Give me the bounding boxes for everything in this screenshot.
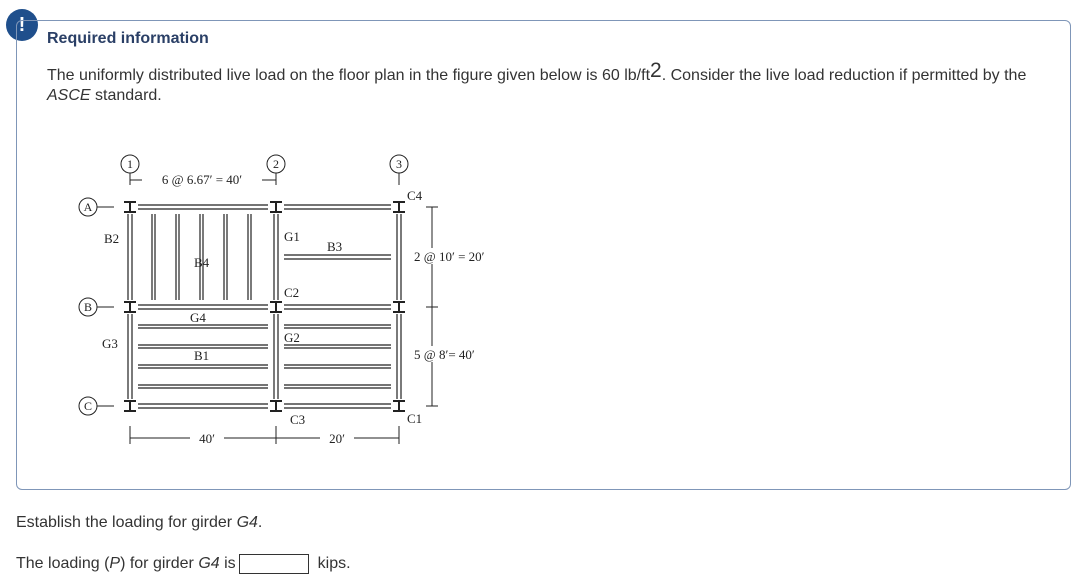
grid-label-a: A <box>83 200 93 214</box>
spacing-right-top-label: 2 @ 10′ = 20′ <box>414 249 485 264</box>
girder-c-left <box>138 404 268 408</box>
column-a3 <box>393 202 405 212</box>
column-b2 <box>270 302 282 312</box>
standard-name: ASCE <box>47 87 91 104</box>
label-b4: B4 <box>194 255 210 270</box>
answer-unit: kips. <box>317 555 351 572</box>
girder-line3-bottom <box>397 314 401 399</box>
label-g1: G1 <box>284 229 300 244</box>
spacing-right-bottom-label: 5 @ 8′= 40′ <box>414 347 475 362</box>
floor-plan-figure <box>54 130 534 460</box>
girder-b2 <box>128 214 132 300</box>
label-c4: C4 <box>407 188 423 203</box>
column-b1 <box>124 302 136 312</box>
answer-variable: P <box>109 555 121 573</box>
girder-g1 <box>274 214 278 300</box>
girder-g2 <box>274 314 278 399</box>
column-c1 <box>124 401 136 411</box>
label-c2: C2 <box>284 285 300 300</box>
girder-b-right <box>284 305 391 309</box>
label-b1: B1 <box>194 348 210 363</box>
column-c3 <box>393 401 405 411</box>
label-g2: G2 <box>284 330 300 345</box>
girder-g4 <box>138 305 268 309</box>
answer-input[interactable] <box>239 554 309 574</box>
question-text: Establish the loading for girder G4. <box>16 514 263 531</box>
column-b3 <box>393 302 405 312</box>
grid-label-b: B <box>83 300 93 314</box>
dim-right-label: 20′ <box>329 431 345 446</box>
column-a2 <box>270 202 282 212</box>
dim-left-label: 40′ <box>199 431 215 446</box>
girder-a-left <box>138 205 268 209</box>
grid-label-3: 3 <box>396 157 402 171</box>
beam-b3 <box>284 255 391 259</box>
grid-label-c: C <box>83 399 93 413</box>
superscript: 2 <box>650 58 662 82</box>
label-c3: C3 <box>290 412 306 427</box>
label-b2: B2 <box>104 231 120 246</box>
spacing-top-label: 6 @ 6.67′ = 40′ <box>161 172 243 187</box>
info-text: The uniformly distributed live load on the floor plan in the figure given below is 60 $lb/ft^2$. Consider the live load reduction if permitted by the ASCE standard. <box>47 58 1027 104</box>
label-c1: C1 <box>407 411 423 426</box>
grid-label-2: 2 <box>273 157 279 171</box>
column-c2 <box>270 401 282 411</box>
girder-a-right <box>284 205 391 209</box>
girder-line3-top <box>397 214 401 300</box>
label-g3: G3 <box>102 336 118 351</box>
beams-b1 <box>138 325 391 388</box>
alert-icon: ! <box>6 9 38 41</box>
info-title: Required information <box>47 30 209 47</box>
girder-g3 <box>128 314 132 399</box>
girder-name: G4 <box>236 514 258 531</box>
girder-c-right <box>284 404 391 408</box>
grid-label-1: 1 <box>127 157 133 171</box>
label-b3: B3 <box>327 239 343 254</box>
answer-row: The loading (P) for girder G4 is kips. <box>16 555 351 573</box>
answer-girder-name: G4 <box>198 555 220 573</box>
label-g4: G4 <box>190 310 206 325</box>
column-a1 <box>124 202 136 212</box>
